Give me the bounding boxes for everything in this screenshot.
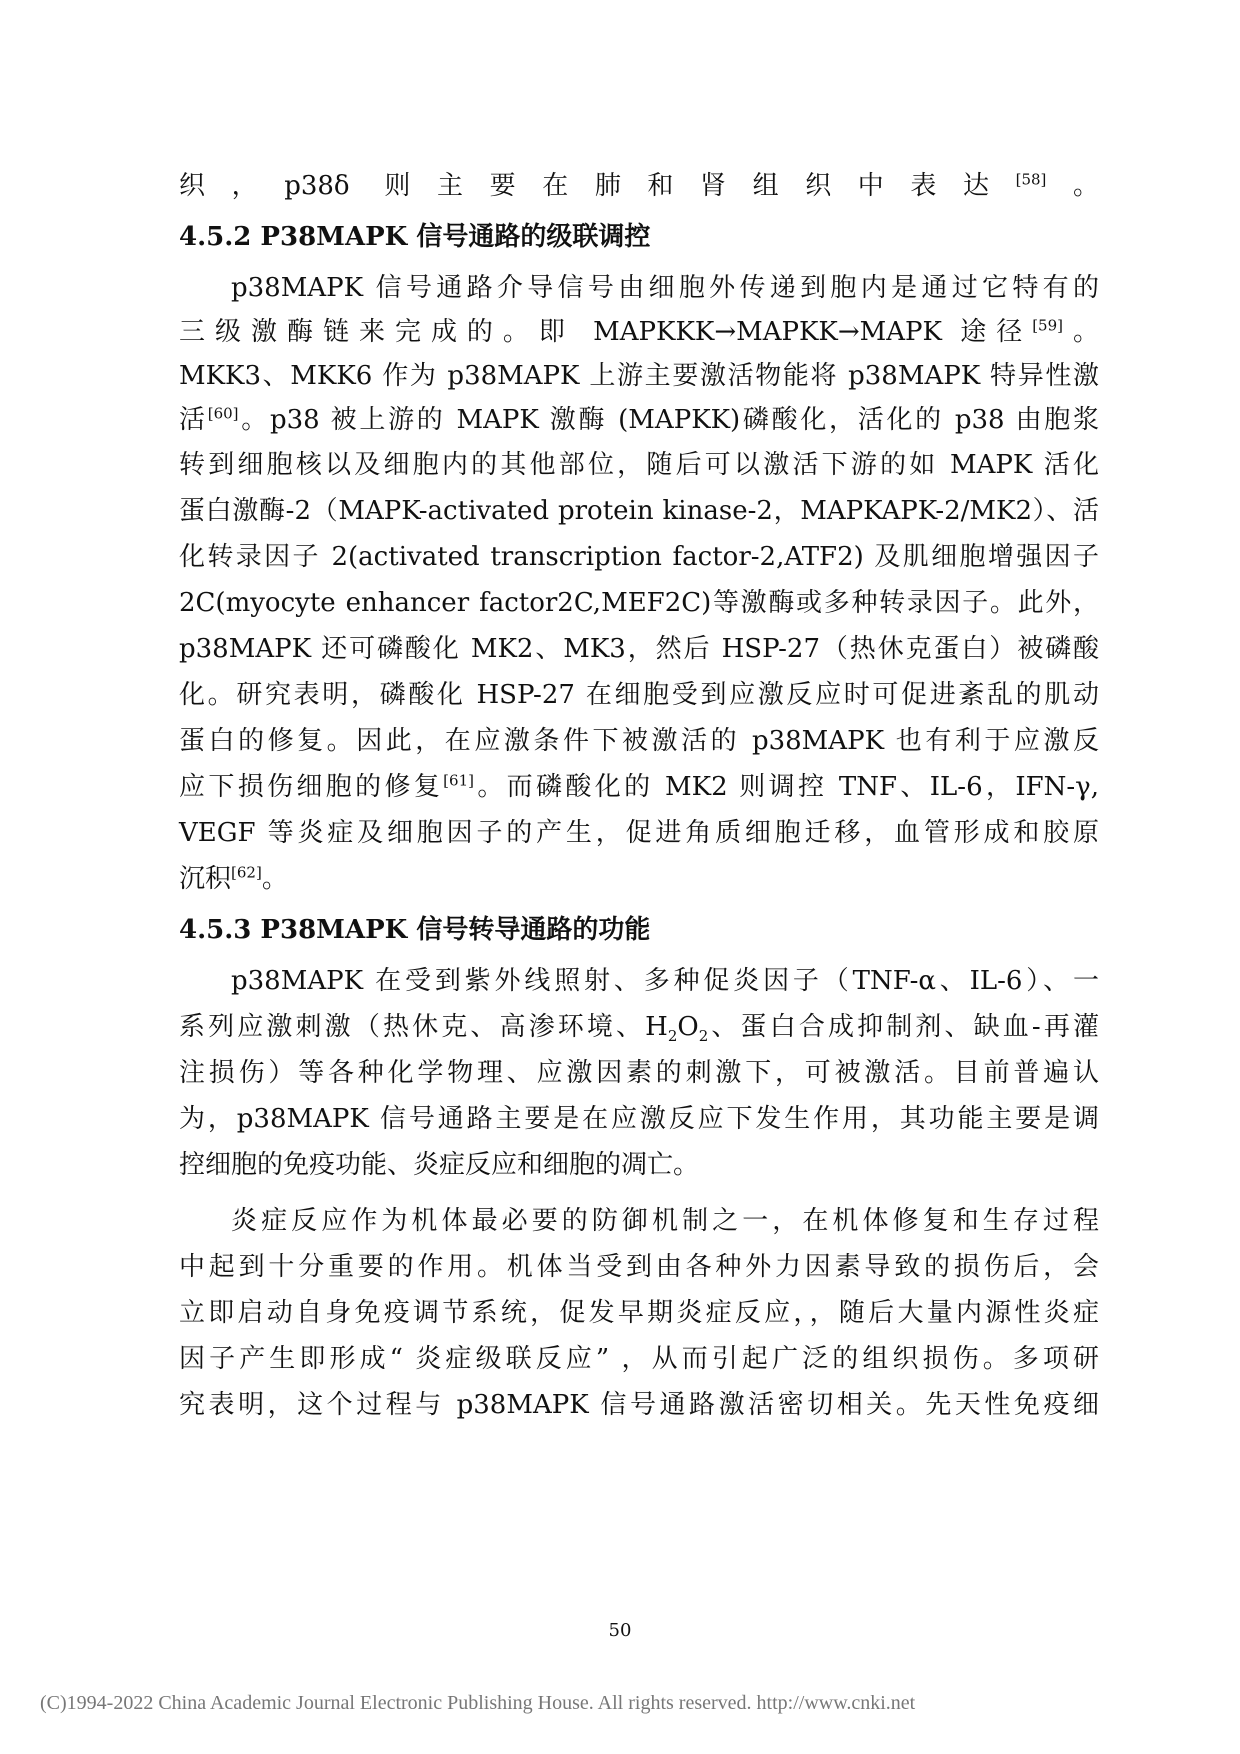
paragraph-line: 为，p38MAPK 信号通路主要是在应激反应下发生作用，其功能主要是调 <box>179 1104 1099 1134</box>
paragraph-line: 究表明，这个过程与 p38MAPK 信号通路激活密切相关。先天性免疫细 <box>179 1390 1099 1420</box>
section-heading-4-5-3: 4.5.3 P38MAPK 信号转导通路的功能 <box>179 915 651 945</box>
paragraph-line: 化转录因子 2(activated transcription factor-2,ATF2) 及肌细胞增强因子 <box>179 542 1099 572</box>
paragraph-line: 活[60]。p38 被上游的 MAPK 激酶 (MAPKK)磷酸化，活化的 p38 由胞浆 <box>179 404 1099 435</box>
paragraph-line: MKK3、MKK6 作为 p38MAPK 上游主要激活物能将 p38MAPK 特异性激 <box>179 361 1099 391</box>
paragraph-line: 注损伤）等各种化学物理、应激因素的刺激下，可被激活。目前普遍认 <box>179 1058 1099 1088</box>
citation: [62] <box>231 863 262 882</box>
paragraph-line: 转到细胞核以及细胞内的其他部位，随后可以激活下游的如 MAPK 活化 <box>179 450 1099 480</box>
copyright-footer: (C)1994-2022 China Academic Journal Electronic Publishing House. All rights reserved. http://www.cnki.net <box>40 1692 916 1714</box>
paragraph-line: 控细胞的免疫功能、炎症反应和细胞的凋亡。 <box>179 1150 700 1180</box>
paragraph-line: 立即启动自身免疫调节系统，促发早期炎症反应，，随后大量内源性炎症 <box>179 1298 1099 1328</box>
paragraph-line: p38MAPK 在受到紫外线照射、多种促炎因子（TNF-α、IL-6）、一 <box>231 966 1099 996</box>
citation: [61] <box>443 771 474 790</box>
paragraph-line: 炎症反应作为机体最必要的防御机制之一，在机体修复和生存过程 <box>231 1206 1099 1236</box>
citation: [58] <box>1015 170 1047 189</box>
paragraph-line: 三级激酶链来完成的。即 MAPKKK→MAPKK→MAPK 途径[59]。 <box>179 316 1099 347</box>
paragraph-line: VEGF 等炎症及细胞因子的产生，促进角质细胞迁移，血管形成和胶原 <box>179 818 1099 848</box>
citation: [60] <box>207 404 239 423</box>
section-heading-4-5-2: 4.5.2 P38MAPK 信号通路的级联调控 <box>179 222 651 252</box>
citation: [59] <box>1032 316 1063 335</box>
paragraph-line: 2C(myocyte enhancer factor2C,MEF2C)等激酶或多种转录因子。此外， <box>179 588 1099 618</box>
paragraph-line: 蛋白的修复。因此，在应激条件下被激活的 p38MAPK 也有利于应激反 <box>179 726 1099 756</box>
paragraph-line: 化。研究表明，磷酸化 HSP-27 在细胞受到应激反应时可促进紊乱的肌动 <box>179 680 1099 710</box>
paragraph-line: p38MAPK 信号通路介导信号由细胞外传递到胞内是通过它特有的 <box>231 273 1099 303</box>
page-number: 50 <box>608 1620 632 1641</box>
paragraph-line: p38MAPK 还可磷酸化 MK2、MK3，然后 HSP-27（热休克蛋白）被磷酸 <box>179 634 1099 664</box>
text-line: 织，p38δ 则主要在肺和肾组织中表达[58]。 <box>179 170 1099 201</box>
paragraph-line: 因子产生即形成“ 炎症级联反应” ，从而引起广泛的组织损伤。多项研 <box>179 1344 1099 1374</box>
paragraph-line: 沉积[62]。 <box>179 863 288 894</box>
paragraph-line: 中起到十分重要的作用。机体当受到由各种外力因素导致的损伤后，会 <box>179 1252 1099 1282</box>
paragraph-line: 蛋白激酶-2（MAPK-activated protein kinase-2，MAPKAPK-2/MK2）、活 <box>179 496 1099 526</box>
paragraph-line: 应下损伤细胞的修复[61]。而磷酸化的 MK2 则调控 TNF、IL-6，IFN-γ, <box>179 771 1099 802</box>
paragraph-line: 系列应激刺激（热休克、高渗环境、$H_2O_2$、蛋白合成抑制剂、缺血-再灌 <box>179 1012 1099 1046</box>
